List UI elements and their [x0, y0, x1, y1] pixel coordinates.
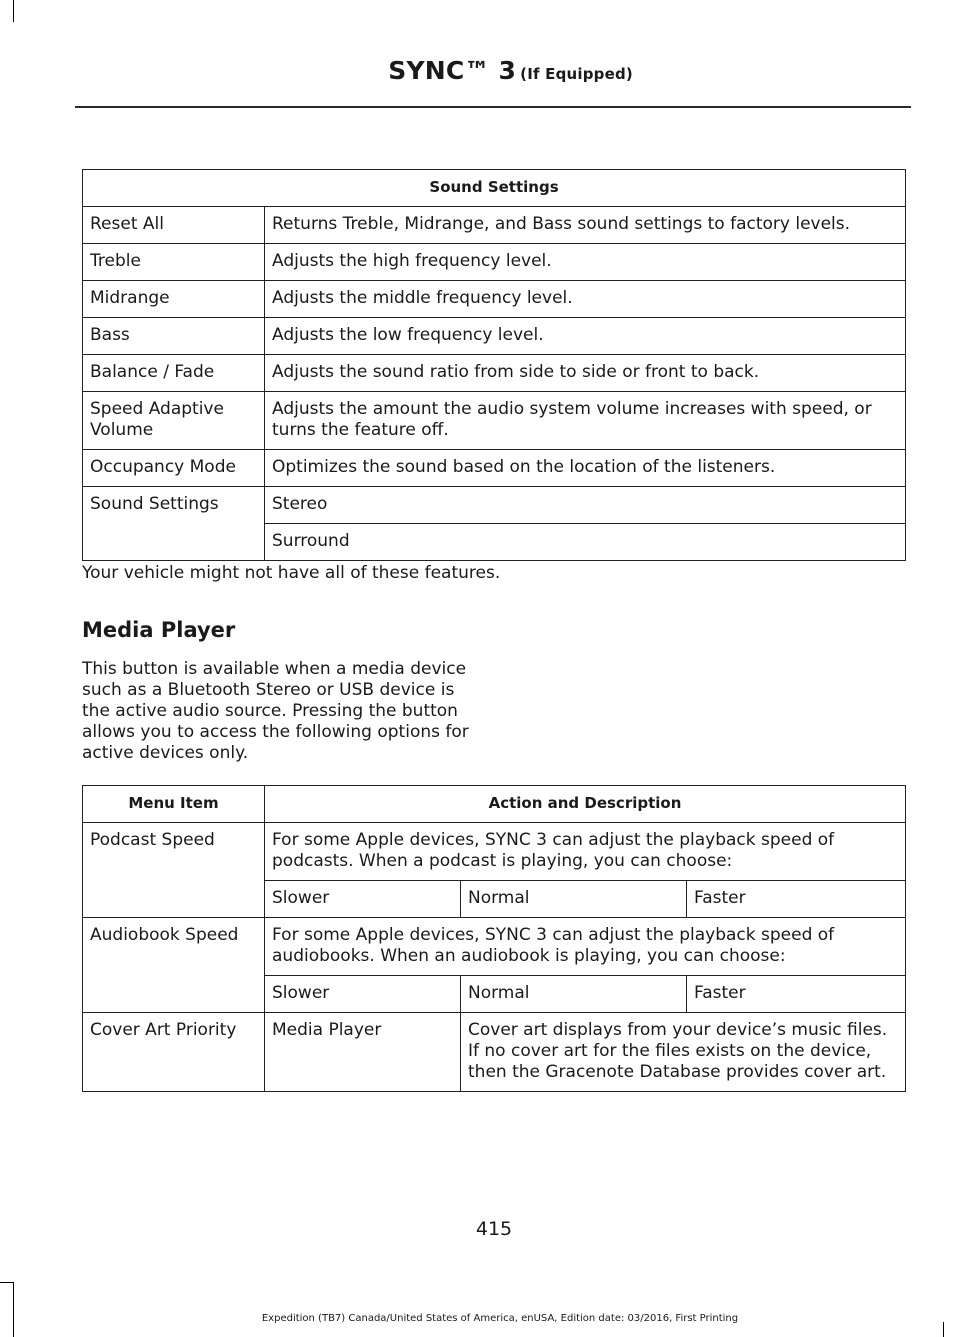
option-cell: Normal: [461, 881, 687, 918]
table-row: [83, 487, 906, 524]
page-number: 415: [475, 1218, 513, 1240]
setting-name: Treble: [83, 244, 265, 281]
setting-description: Adjusts the high frequency level.: [265, 244, 906, 281]
setting-option: Surround: [265, 524, 906, 561]
table-row: [83, 355, 906, 392]
empty-cell: [83, 976, 265, 1013]
empty-cell: [83, 881, 265, 918]
setting-name: Occupancy Mode: [83, 450, 265, 487]
table-title: Sound Settings: [83, 170, 906, 207]
crop-mark: [13, 1282, 14, 1337]
section-body: This button is available when a media device such as a Bluetooth Stereo or USB device is the active audio source. Pressing the button allows you to access the following options for active devices only.: [82, 659, 469, 763]
action-description: For some Apple devices, SYNC 3 can adjust the playback speed of audiobooks. When an audiobook is playing, you can choose:: [265, 918, 906, 976]
column-header: Menu Item: [83, 786, 265, 823]
setting-name: Bass: [83, 318, 265, 355]
section-heading: Media Player: [82, 618, 236, 642]
table-row: [83, 524, 906, 561]
option-cell: Media Player: [265, 1013, 461, 1092]
option-cell: Slower: [265, 881, 461, 918]
setting-name: Midrange: [83, 281, 265, 318]
page-header: [388, 56, 633, 85]
table-row: [83, 918, 906, 976]
setting-description: Adjusts the middle frequency level.: [265, 281, 906, 318]
setting-description: Adjusts the sound ratio from side to side or front to back.: [265, 355, 906, 392]
table-row: [83, 281, 906, 318]
table-row: [83, 450, 906, 487]
table-row: [83, 976, 906, 1013]
setting-description: Optimizes the sound based on the location of the listeners.: [265, 450, 906, 487]
table-row: [83, 207, 906, 244]
crop-mark: [13, 0, 14, 22]
option-cell: Faster: [687, 881, 906, 918]
table-header-row: [83, 786, 906, 823]
setting-name: Speed Adaptive Volume: [83, 392, 265, 450]
menu-item: Podcast Speed: [83, 823, 265, 881]
action-description: For some Apple devices, SYNC 3 can adjust the playback speed of podcasts. When a podcast is playing, you can choose:: [265, 823, 906, 881]
column-header: Action and Description: [265, 786, 906, 823]
option-cell: Normal: [461, 976, 687, 1013]
empty-cell: [83, 524, 265, 561]
table-row: [83, 823, 906, 881]
sound-settings-table: [82, 169, 906, 561]
header-subtitle: (If Equipped): [520, 65, 633, 83]
table-row: [83, 392, 906, 450]
header-title: SYNC™ 3: [388, 56, 517, 85]
setting-name: Reset All: [83, 207, 265, 244]
page-footer: Expedition (TB7) Canada/United States of America, enUSA, Edition date: 03/2016, First Printing: [261, 1313, 739, 1324]
header-divider: [75, 106, 911, 108]
option-cell: Faster: [687, 976, 906, 1013]
setting-description: Returns Treble, Midrange, and Bass sound settings to factory levels.: [265, 207, 906, 244]
menu-item: Cover Art Priority: [83, 1013, 265, 1092]
table-row: [83, 318, 906, 355]
option-cell: Slower: [265, 976, 461, 1013]
setting-description: Adjusts the amount the audio system volume increases with speed, or turns the feature off.: [265, 392, 906, 450]
crop-mark: [0, 1282, 14, 1283]
setting-name: Balance / Fade: [83, 355, 265, 392]
setting-description: Adjusts the low frequency level.: [265, 318, 906, 355]
menu-item: Audiobook Speed: [83, 918, 265, 976]
table-row: [83, 881, 906, 918]
table-row: [83, 1013, 906, 1092]
media-player-table: [82, 785, 906, 1092]
crop-mark: [943, 1322, 944, 1337]
features-note: Your vehicle might not have all of these features.: [82, 563, 501, 583]
table-row: [83, 244, 906, 281]
setting-option: Stereo: [265, 487, 906, 524]
setting-name: Sound Settings: [83, 487, 265, 524]
action-description: Cover art displays from your device’s music files. If no cover art for the files exists on the device, then the Gracenote Database provides cover art.: [461, 1013, 906, 1092]
